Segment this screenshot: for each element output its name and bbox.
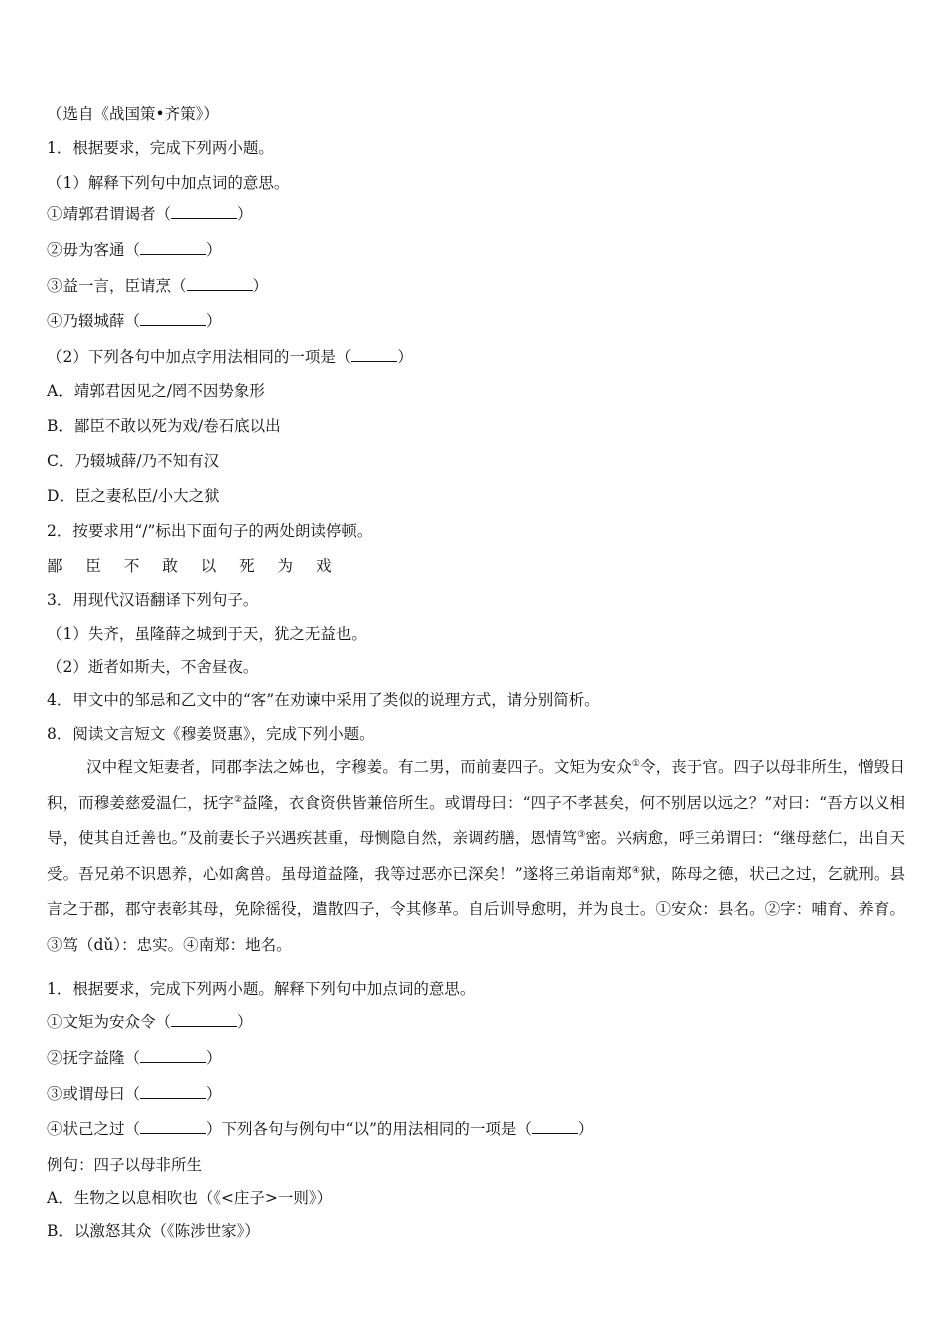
item-text: ④乃辍城薛（: [47, 312, 141, 330]
answer-blank[interactable]: [171, 1012, 237, 1027]
question-8: 8．阅读文言短文《穆姜贤惠》，完成下列小题。: [47, 725, 375, 743]
note-3: ③: [577, 830, 586, 841]
answer-blank[interactable]: [140, 1119, 206, 1134]
answer-blank[interactable]: [140, 1048, 206, 1063]
item-8-1d: [47, 1119, 593, 1139]
question-2-sentence: 鄙 臣 不 敢 以 死 为 戏: [47, 557, 341, 575]
example-sentence: 例句：四子以母非所生: [47, 1156, 203, 1174]
close-paren: ）: [237, 205, 253, 223]
close-paren: ）: [397, 348, 413, 366]
question-8-1: 1．根据要求，完成下列两小题。解释下列句中加点词的意思。: [47, 980, 476, 998]
passage-text: 汉中程文矩妻者，同郡李法之姊也，字穆姜。有二男，而前妻四子。文矩为安众: [86, 758, 632, 776]
passage-text: 令，丧于官。四子以母非所生，憎毁日积，而穆姜慈爱温仁，抚字: [47, 758, 905, 812]
answer-blank[interactable]: [187, 276, 253, 291]
question-4: 4．甲文中的邹忌和乙文中的“客”在劝谏中采用了类似的说理方式，请分别简析。: [47, 691, 600, 709]
close-paren: ）: [577, 1120, 594, 1138]
close-paren: ）: [206, 1085, 222, 1103]
question-3-1: （1）失齐，虽隆薛之城到于天，犹之无益也。: [47, 625, 367, 643]
item-text: （2）下列各句中加点字用法相同的一项是（: [47, 348, 352, 366]
question-2: 2．按要求用“/”标出下面句子的两处朗读停顿。: [47, 522, 373, 540]
item-text: ③益一言，臣请烹（: [47, 277, 187, 295]
close-paren: ）: [206, 1049, 222, 1067]
option-a: A．靖郭君因见之/罔不因势象形: [47, 382, 265, 400]
answer-blank[interactable]: [532, 1119, 578, 1134]
source-note: （选自《战国策•齐策》）: [47, 105, 219, 123]
item-1b: [47, 240, 222, 260]
passage-text: 密。兴病愈，呼三弟谓曰：“继母慈仁，出自天受。吾兄弟不识恩养，心如禽兽。虽母道益隆，我等过恶亦已深矣！”遂将三弟诣南郑: [47, 829, 905, 883]
note-2: ②: [234, 794, 243, 805]
note-1: ①: [631, 758, 640, 769]
item-8-1a: [47, 1012, 253, 1032]
item-text: ①文矩为安众令（: [47, 1013, 172, 1031]
item-text: ①靖郭君谓谒者（: [47, 205, 172, 223]
answer-blank[interactable]: [171, 204, 237, 219]
question-3: 3．用现代汉语翻译下列句子。: [47, 591, 259, 609]
item-text: ④状己之过（: [47, 1120, 141, 1138]
item-text: ②抚字益隆（: [47, 1049, 141, 1067]
answer-blank[interactable]: [351, 347, 397, 362]
option-8-b: B．以激怒其众（《陈涉世家》）: [47, 1222, 260, 1240]
item-tail: ）下列各句与例句中“以”的用法相同的一项是（: [206, 1120, 532, 1138]
question-1-1: （1）解释下列句中加点词的意思。: [47, 174, 290, 192]
close-paren: ）: [206, 241, 222, 259]
answer-blank[interactable]: [140, 311, 206, 326]
close-paren: ）: [252, 277, 269, 295]
passage-text: 狱，陈母之德，状己之过，乞就刑。县言之于郡，郡守表彰其母，免除徭役，遣散四子，令其修革。自后训导愈明，并为良士。①安众：县名。②字：哺育、养育。③笃（dǔ）：忠实。④南郑：地名。: [47, 864, 905, 954]
passage-text: 益隆，衣食资供皆兼倍所生。或谓母曰：“四子不孝甚矣，何不别居以远之？”对曰：“吾方以义相导，使其自迁善也。”及前妻长子兴遇疾甚重，母恻隐自然，亲调药膳，恩情笃: [47, 793, 905, 848]
question-3-2: （2）逝者如斯夫，不舍昼夜。: [47, 658, 259, 676]
item-8-1c: [47, 1084, 222, 1104]
answer-blank[interactable]: [140, 1084, 206, 1099]
item-text: ③或谓母曰（: [47, 1085, 141, 1103]
item-1a: [47, 204, 253, 224]
answer-blank[interactable]: [140, 240, 206, 255]
item-8-1b: [47, 1048, 222, 1068]
close-paren: ）: [206, 312, 222, 330]
option-b: B．鄙臣不敢以死为戏/卷石底以出: [47, 417, 281, 435]
passage: [47, 750, 905, 964]
item-text: ②毋为客通（: [47, 241, 141, 259]
note-4: ④: [631, 865, 641, 876]
item-1d: [47, 311, 222, 331]
option-8-a: A．生物之以息相吹也（《<庄子>一则》）: [47, 1189, 333, 1207]
close-paren: ）: [237, 1013, 253, 1031]
question-1: 1．根据要求，完成下列两小题。: [47, 139, 274, 157]
option-d: D．臣之妻私臣/小大之狱: [47, 487, 220, 505]
option-c: C．乃辍城薛/乃不知有汉: [47, 452, 220, 470]
item-1c: [47, 276, 268, 296]
question-1-2: [47, 347, 413, 367]
